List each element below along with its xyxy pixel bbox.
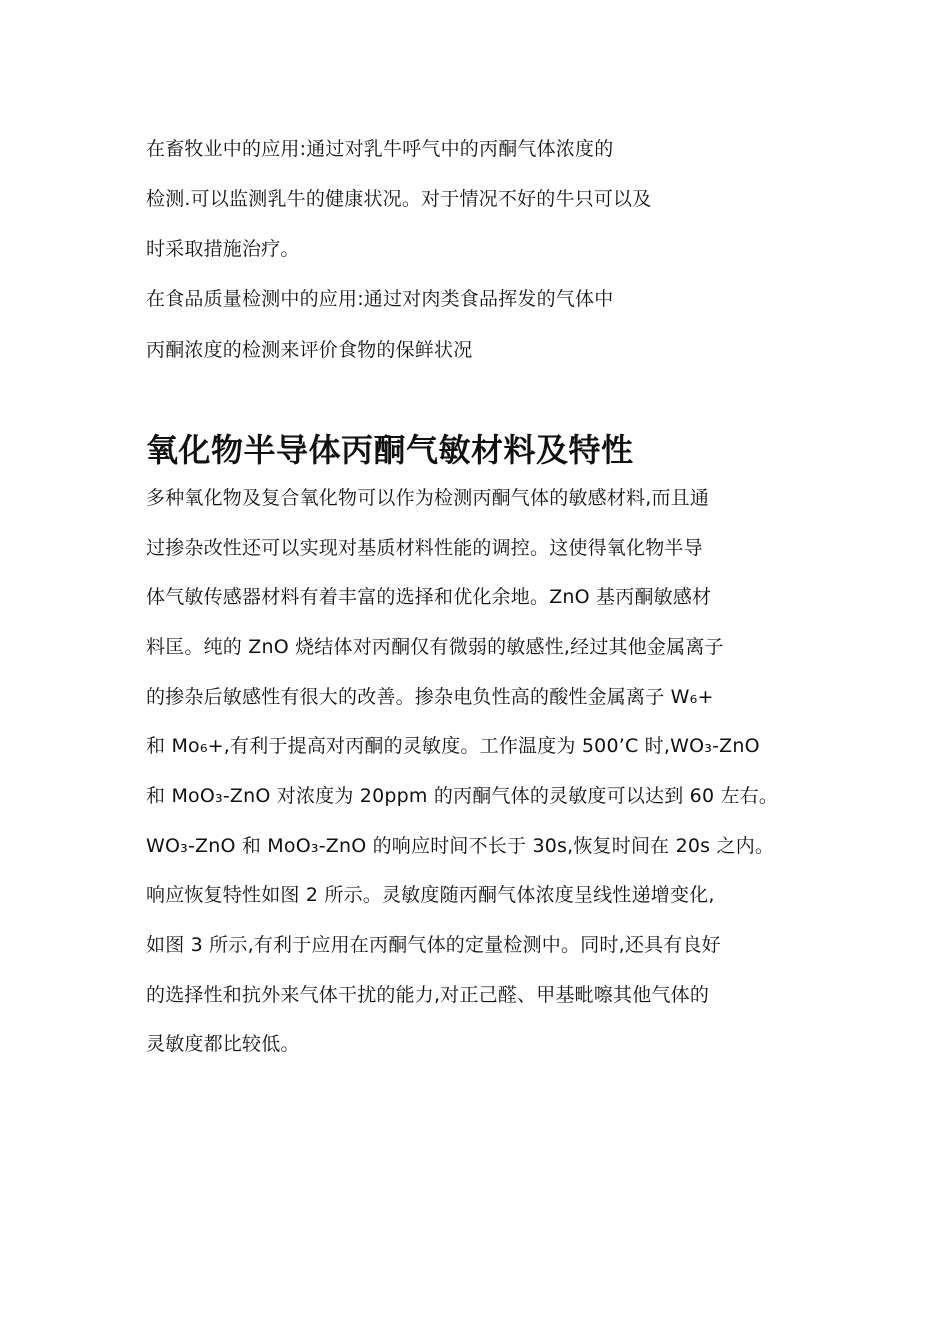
body-line-8: WO₃-ZnO 和 MoO₃-ZnO 的响应时间不长于 30s,恢复时间在 20s 之内。 — [146, 835, 775, 857]
body-line-3: 体气敏传感器材料有着丰富的选择和优化余地。ZnO 基丙酮敏感材 — [146, 586, 712, 608]
body-line-11: 的选择性和抗外来气体干扰的能力,对正己醛、甲基毗嚓其他气体的 — [146, 984, 710, 1006]
intro-line-5: 丙酮浓度的检测来评价食物的保鲜状况 — [146, 339, 473, 361]
intro-line-1: 在畜牧业中的应用:通过对乳牛呼气中的丙酮气体浓度的 — [146, 138, 614, 160]
body-line-1: 多种氧化物及复合氧化物可以作为检测丙酮气体的敏感材料,而且通 — [146, 487, 710, 509]
intro-line-3: 时采取措施治疗。 — [146, 238, 300, 260]
body-line-2: 过掺杂改性还可以实现对基质材料性能的调控。这使得氧化物半导 — [146, 537, 703, 559]
intro-line-2: 检测.可以监测乳牛的健康状况。对于情况不好的牛只可以及 — [146, 188, 652, 210]
body-line-4: 料匡。纯的 ZnO 烧结体对丙酮仅有微弱的敏感性,经过其他金属离子 — [146, 636, 724, 658]
body-line-10: 如图 3 所示,有利于应用在丙酮气体的定量检测中。同时,还具有良好 — [146, 934, 721, 956]
body-line-9: 响应恢复特性如图 2 所示。灵敏度随丙酮气体浓度呈线性递增变化, — [146, 884, 715, 906]
body-line-7: 和 MoO₃-ZnO 对浓度为 20ppm 的丙酮气体的灵敏度可以达到 60 左右。 — [146, 785, 779, 807]
intro-line-4: 在食品质量检测中的应用:通过对肉类食品挥发的气体中 — [146, 288, 614, 310]
body-line-12: 灵敏度都比较低。 — [146, 1033, 300, 1055]
body-line-6: 和 Mo₆+,有利于提高对丙酮的灵敏度。工作温度为 500’C 时,WO₃-ZnO — [146, 735, 760, 757]
body-line-5: 的掺杂后敏感性有很大的改善。掺杂电负性高的酸性金属离子 W₆+ — [146, 686, 714, 708]
section-heading: 氧化物半导体丙酮气敏材料及特性 — [146, 431, 634, 469]
